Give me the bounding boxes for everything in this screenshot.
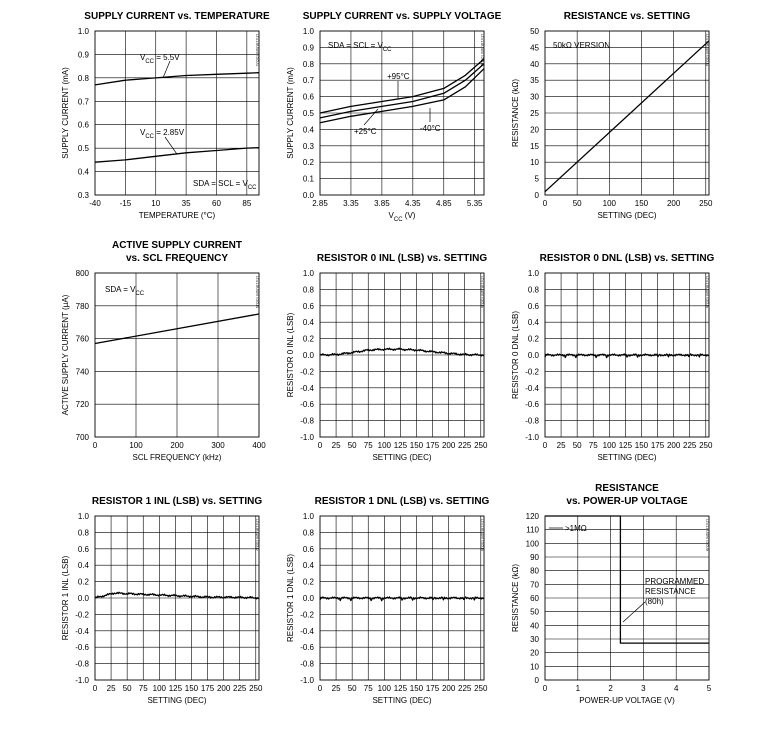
y-tick-label: 0.6 xyxy=(302,544,314,554)
y-tick-label: 0.6 xyxy=(77,544,89,554)
x-tick-label: 50 xyxy=(572,441,582,450)
y-tick-label: 25 xyxy=(530,109,539,118)
x-tick-label: 1 xyxy=(575,684,581,693)
y-tick-label: 70 xyxy=(530,580,539,590)
y-tick-label: 100 xyxy=(525,539,539,549)
chart-2 xyxy=(286,11,502,223)
x-tick-label: 0 xyxy=(542,684,548,693)
y-tick-label: 0.6 xyxy=(77,120,89,130)
x-tick-label: 100 xyxy=(129,441,143,450)
annotation-vcc-5v5 xyxy=(140,53,180,65)
x-tick-label: 150 xyxy=(634,199,649,208)
x-tick-label: 25 xyxy=(106,684,116,693)
y-tick-label: -0.8 xyxy=(525,416,539,426)
x-tick-label: 35 xyxy=(181,199,191,208)
x-tick-label: 175 xyxy=(425,684,440,693)
x-axis-label: SETTING (DEC) xyxy=(597,211,657,220)
x-axis-label-main: V xyxy=(388,211,394,220)
y-tick-label: -1.0 xyxy=(525,433,539,442)
x-tick-label: 25 xyxy=(331,441,341,450)
figure-code: DS1804M toc06 xyxy=(705,276,710,309)
x-tick-label: 300 xyxy=(211,441,225,450)
y-tick-label: 0.0 xyxy=(302,351,314,360)
figure-code: DS1804M toc03 xyxy=(705,34,710,67)
y-tick-label: 740 xyxy=(75,367,89,377)
series-line xyxy=(320,597,484,601)
y-tick-label: 0.7 xyxy=(302,76,314,86)
leader-line xyxy=(623,602,645,622)
y-tick-label: 0.6 xyxy=(302,92,314,102)
annotation-25c: +25°C xyxy=(354,127,377,136)
x-axis-label: SCL FREQUENCY (kHz) xyxy=(132,453,222,462)
x-tick-label: 175 xyxy=(200,684,215,693)
x-tick-label: 250 xyxy=(699,441,713,450)
y-tick-label: -1.0 xyxy=(300,676,314,685)
annotation-vcc-2v85-rest: = 2.85V xyxy=(154,128,185,137)
annotation-programmed: RESISTANCE xyxy=(645,587,696,596)
annotation-vcc-5v5-rest: = 5.5V xyxy=(154,53,180,62)
y-tick-label: 780 xyxy=(75,301,89,311)
y-tick-label: 30 xyxy=(530,635,539,644)
y-tick-label: 0.4 xyxy=(302,561,314,571)
x-tick-label: 85 xyxy=(242,199,252,208)
y-tick-label: -0.4 xyxy=(300,626,314,636)
x-tick-label: 200 xyxy=(170,441,184,450)
y-tick-label: 80 xyxy=(530,566,539,576)
series-line xyxy=(320,59,484,113)
x-tick-label: 200 xyxy=(441,441,456,450)
x-tick-label: 150 xyxy=(409,684,424,693)
x-tick-label: 75 xyxy=(363,684,373,693)
x-tick-label: 4 xyxy=(673,684,679,693)
y-tick-label: 0.7 xyxy=(77,97,89,107)
chart-title: SUPPLY CURRENT vs. SUPPLY VOLTAGE xyxy=(302,11,502,22)
x-axis-label-rest: (V) xyxy=(402,211,416,220)
x-tick-label: 25 xyxy=(556,441,566,450)
chart-6 xyxy=(511,253,715,462)
figure-code: DS1804M toc07 xyxy=(255,519,260,552)
y-axis-label: RESISTOR 1 INL (LSB) xyxy=(61,555,70,641)
x-tick-label: 225 xyxy=(458,684,472,693)
x-tick-label: 10 xyxy=(151,199,161,208)
y-tick-label: -0.4 xyxy=(300,383,314,393)
y-tick-label: 0.0 xyxy=(527,351,539,360)
x-tick-label: 5 xyxy=(706,684,712,693)
y-tick-label: 35 xyxy=(530,76,539,86)
y-tick-label: 0.2 xyxy=(302,334,314,344)
y-tick-label: 0.3 xyxy=(302,141,314,151)
chart-title: RESISTOR 0 INL (LSB) vs. SETTING xyxy=(316,253,488,264)
x-tick-label: 175 xyxy=(425,441,440,450)
x-tick-label: 175 xyxy=(650,441,665,450)
chart-title: SUPPLY CURRENT vs. TEMPERATURE xyxy=(84,11,270,22)
y-tick-label: 0.5 xyxy=(302,109,314,118)
leader-line xyxy=(364,109,378,125)
annotation-conditions-sub: CC xyxy=(382,47,392,53)
y-tick-label: 760 xyxy=(75,334,89,344)
x-axis-label: SETTING (DEC) xyxy=(147,696,207,705)
x-axis-label: TEMPERATURE (°C) xyxy=(138,211,216,220)
series-line xyxy=(95,148,259,163)
y-axis-label: RESISTANCE (kΩ) xyxy=(511,563,520,633)
annotation-conditions-sub: CC xyxy=(135,291,145,297)
y-tick-label: 45 xyxy=(530,43,539,53)
y-tick-label: 0.4 xyxy=(77,561,89,571)
chart-9 xyxy=(511,483,712,705)
annotation-open: >1MΩ xyxy=(565,524,587,533)
chart-4 xyxy=(61,240,266,462)
figure-code: DS1804M toc02 xyxy=(480,34,485,67)
y-tick-label: 1.0 xyxy=(77,512,89,521)
y-tick-label: 1.0 xyxy=(302,27,314,36)
x-tick-label: 4.85 xyxy=(435,199,452,208)
y-tick-label: 800 xyxy=(75,269,89,278)
x-tick-label: 225 xyxy=(233,684,247,693)
x-tick-label: 200 xyxy=(216,684,231,693)
x-tick-label: 200 xyxy=(666,199,681,208)
series-line xyxy=(545,41,709,192)
x-axis-label-sub: CC xyxy=(393,217,403,223)
x-tick-label: 125 xyxy=(393,684,408,693)
y-tick-label: 50 xyxy=(530,27,539,36)
x-tick-label: 250 xyxy=(474,684,488,693)
x-tick-label: 0 xyxy=(317,441,323,450)
y-tick-label: 5 xyxy=(534,174,539,184)
y-tick-label: 0.0 xyxy=(302,191,314,200)
y-tick-label: -0.6 xyxy=(525,400,539,410)
x-tick-label: 50 xyxy=(347,684,357,693)
y-tick-label: -0.2 xyxy=(75,610,89,620)
y-tick-label: 0.8 xyxy=(77,528,89,538)
x-tick-label: 200 xyxy=(441,684,456,693)
x-tick-label: 100 xyxy=(602,441,616,450)
chart-5 xyxy=(286,253,488,462)
y-tick-label: 0.0 xyxy=(302,594,314,603)
chart-title: vs. SCL FREQUENCY xyxy=(125,253,229,264)
annotation-vcc-5v5-main: V xyxy=(140,53,146,62)
y-tick-label: 700 xyxy=(75,433,89,442)
chart-title: ACTIVE SUPPLY CURRENT xyxy=(111,240,243,251)
annotation-conditions-sub: CC xyxy=(247,185,257,191)
annotation-conditions xyxy=(193,179,257,191)
x-tick-label: 225 xyxy=(683,441,697,450)
y-tick-label: -0.2 xyxy=(525,367,539,377)
chart-1 xyxy=(61,11,270,220)
x-tick-label: 0 xyxy=(542,199,548,208)
y-axis-label: SUPPLY CURRENT (mA) xyxy=(286,67,295,159)
series-line xyxy=(545,354,709,358)
y-tick-label: -0.4 xyxy=(75,626,89,636)
x-tick-label: 150 xyxy=(409,441,424,450)
x-tick-label: 75 xyxy=(138,684,148,693)
y-tick-label: 1.0 xyxy=(302,269,314,278)
y-tick-label: 10 xyxy=(530,158,539,168)
y-tick-label: 90 xyxy=(530,553,539,562)
x-tick-label: 250 xyxy=(474,441,488,450)
chart-7 xyxy=(61,496,263,705)
x-tick-label: 50 xyxy=(347,441,357,450)
y-tick-label: -0.8 xyxy=(300,416,314,426)
annotation-conditions xyxy=(105,285,145,297)
x-tick-label: 5.35 xyxy=(466,199,483,208)
y-tick-label: 50 xyxy=(530,607,539,617)
y-tick-label: 0.9 xyxy=(77,50,89,60)
y-tick-label: 1.0 xyxy=(302,512,314,521)
x-tick-label: 100 xyxy=(602,199,616,208)
leader-line xyxy=(165,137,177,154)
x-tick-label: 150 xyxy=(184,684,199,693)
x-axis-label xyxy=(389,211,416,223)
figure-code: DS1804M toc09 xyxy=(705,519,710,552)
y-tick-label: 0.2 xyxy=(302,577,314,587)
y-tick-label: 30 xyxy=(530,92,539,102)
annotation-version: 50kΩ VERSION xyxy=(553,41,611,50)
y-tick-label: 0.6 xyxy=(302,301,314,311)
y-tick-label: -0.6 xyxy=(300,643,314,653)
x-tick-label: 0 xyxy=(317,684,323,693)
y-tick-label: 120 xyxy=(525,512,539,521)
x-axis-label: SETTING (DEC) xyxy=(372,453,432,462)
y-tick-label: -1.0 xyxy=(300,433,314,442)
x-tick-label: 0 xyxy=(542,441,548,450)
y-tick-label: -0.2 xyxy=(300,610,314,620)
y-tick-label: 0.4 xyxy=(302,318,314,328)
annotation-programmed: PROGRAMMED xyxy=(645,577,705,586)
y-tick-label: 1.0 xyxy=(77,27,89,36)
leader-line xyxy=(163,61,170,78)
y-tick-label: 0.8 xyxy=(302,528,314,538)
annotation-vcc-5v5-sub: CC xyxy=(145,59,155,65)
chart-title: RESISTANCE vs. SETTING xyxy=(563,11,691,22)
annotation-conditions-main: SDA = SCL = V xyxy=(328,41,383,50)
y-axis-label: ACTIVE SUPPLY CURRENT (µA) xyxy=(61,294,70,416)
y-tick-label: 40 xyxy=(530,59,539,69)
chart-8 xyxy=(286,496,490,705)
figure-code: DS1804M toc01 xyxy=(255,34,260,67)
x-axis-label: SETTING (DEC) xyxy=(597,453,657,462)
y-tick-label: -1.0 xyxy=(75,676,89,685)
series-line xyxy=(95,73,259,85)
x-tick-label: 0 xyxy=(92,441,98,450)
y-tick-label: 0 xyxy=(534,191,539,200)
y-tick-label: -0.6 xyxy=(300,400,314,410)
x-tick-label: 125 xyxy=(168,684,183,693)
y-tick-label: 0.3 xyxy=(77,191,89,200)
x-tick-label: 2.85 xyxy=(312,199,328,208)
chart-title: vs. POWER-UP VOLTAGE xyxy=(566,496,688,507)
y-tick-label: 1.0 xyxy=(527,269,539,278)
x-tick-label: 3.35 xyxy=(343,199,359,208)
x-tick-label: 250 xyxy=(249,684,263,693)
x-tick-label: 50 xyxy=(122,684,132,693)
y-tick-label: 0.8 xyxy=(302,285,314,295)
x-tick-label: 0 xyxy=(92,684,98,693)
x-tick-label: 250 xyxy=(699,199,713,208)
y-axis-label: RESISTOR 0 INL (LSB) xyxy=(286,312,295,398)
x-tick-label: -15 xyxy=(119,199,132,208)
x-tick-label: 75 xyxy=(363,441,373,450)
x-tick-label: 100 xyxy=(152,684,166,693)
x-tick-label: 75 xyxy=(588,441,598,450)
x-axis-label: POWER-UP VOLTAGE (V) xyxy=(579,696,675,705)
figure-code: DS1804M toc05 xyxy=(480,276,485,309)
y-tick-label: 0.8 xyxy=(302,59,314,69)
x-tick-label: 150 xyxy=(634,441,649,450)
x-tick-label: 125 xyxy=(618,441,633,450)
y-tick-label: 60 xyxy=(530,594,539,603)
x-axis-label: SETTING (DEC) xyxy=(372,696,432,705)
y-axis-label: SUPPLY CURRENT (mA) xyxy=(61,67,70,159)
x-tick-label: 400 xyxy=(252,441,266,450)
y-tick-label: 0.2 xyxy=(527,334,539,344)
x-tick-label: 4.35 xyxy=(405,199,421,208)
y-tick-label: -0.8 xyxy=(75,659,89,669)
x-tick-label: 125 xyxy=(393,441,408,450)
x-tick-label: 3.85 xyxy=(374,199,390,208)
y-tick-label: 0.0 xyxy=(77,594,89,603)
chart-title: RESISTOR 0 DNL (LSB) vs. SETTING xyxy=(539,253,715,264)
x-tick-label: 225 xyxy=(458,441,472,450)
y-tick-label: -0.8 xyxy=(300,659,314,669)
annotation-95c: +95°C xyxy=(387,72,410,81)
annotation-conditions-main: SDA = SCL = V xyxy=(193,179,248,188)
y-tick-label: 0.2 xyxy=(77,577,89,587)
y-tick-label: 720 xyxy=(75,400,89,410)
y-tick-label: 20 xyxy=(530,648,539,658)
y-tick-label: 0.4 xyxy=(77,167,89,177)
y-axis-label: RESISTOR 0 DNL (LSB) xyxy=(511,310,520,400)
y-tick-label: 0.2 xyxy=(302,158,314,168)
annotation-vcc-2v85 xyxy=(140,128,185,140)
chart-3 xyxy=(511,11,713,220)
y-tick-label: 0.6 xyxy=(527,301,539,311)
figure-code: DS1804M toc08 xyxy=(480,519,485,552)
y-tick-label: 0.4 xyxy=(527,318,539,328)
y-tick-label: 20 xyxy=(530,125,539,135)
x-tick-label: 100 xyxy=(377,441,391,450)
annotation-vcc-2v85-sub: CC xyxy=(145,134,155,140)
y-tick-label: 0.4 xyxy=(302,125,314,135)
annotation-programmed: (80h) xyxy=(645,597,664,606)
chart-title: RESISTOR 1 DNL (LSB) vs. SETTING xyxy=(314,496,490,507)
y-tick-label: 15 xyxy=(530,141,539,151)
y-tick-label: -0.2 xyxy=(300,367,314,377)
x-tick-label: 100 xyxy=(377,684,391,693)
y-axis-label: RESISTANCE (kΩ) xyxy=(511,78,520,148)
annotation-m40c: -40°C xyxy=(420,124,441,133)
chart-title: RESISTANCE xyxy=(595,483,659,494)
y-tick-label: 0.9 xyxy=(302,43,314,53)
y-tick-label: 40 xyxy=(530,621,539,631)
y-axis-label: RESISTOR 1 DNL (LSB) xyxy=(286,553,295,643)
y-tick-label: 0.8 xyxy=(527,285,539,295)
annotation-vcc-2v85-main: V xyxy=(140,128,146,137)
annotation-conditions xyxy=(328,41,392,53)
y-tick-label: -0.4 xyxy=(525,383,539,393)
figure-code: DS1804M toc04 xyxy=(255,276,260,309)
x-tick-label: 25 xyxy=(331,684,341,693)
y-tick-label: 0.5 xyxy=(77,144,89,154)
x-tick-label: 3 xyxy=(641,684,646,693)
annotation-conditions-main: SDA = V xyxy=(105,285,136,294)
y-tick-label: 0.1 xyxy=(302,174,314,184)
x-tick-label: 2 xyxy=(608,684,613,693)
x-tick-label: 60 xyxy=(212,199,221,208)
y-tick-label: 10 xyxy=(530,662,539,672)
x-tick-label: 200 xyxy=(666,441,681,450)
x-tick-label: -40 xyxy=(89,199,101,208)
x-tick-label: 50 xyxy=(572,199,582,208)
y-tick-label: 0.8 xyxy=(77,73,89,83)
chart-title: RESISTOR 1 INL (LSB) vs. SETTING xyxy=(91,496,263,507)
y-tick-label: 0 xyxy=(534,676,539,685)
y-tick-label: 110 xyxy=(526,525,539,535)
y-tick-label: -0.6 xyxy=(75,643,89,653)
